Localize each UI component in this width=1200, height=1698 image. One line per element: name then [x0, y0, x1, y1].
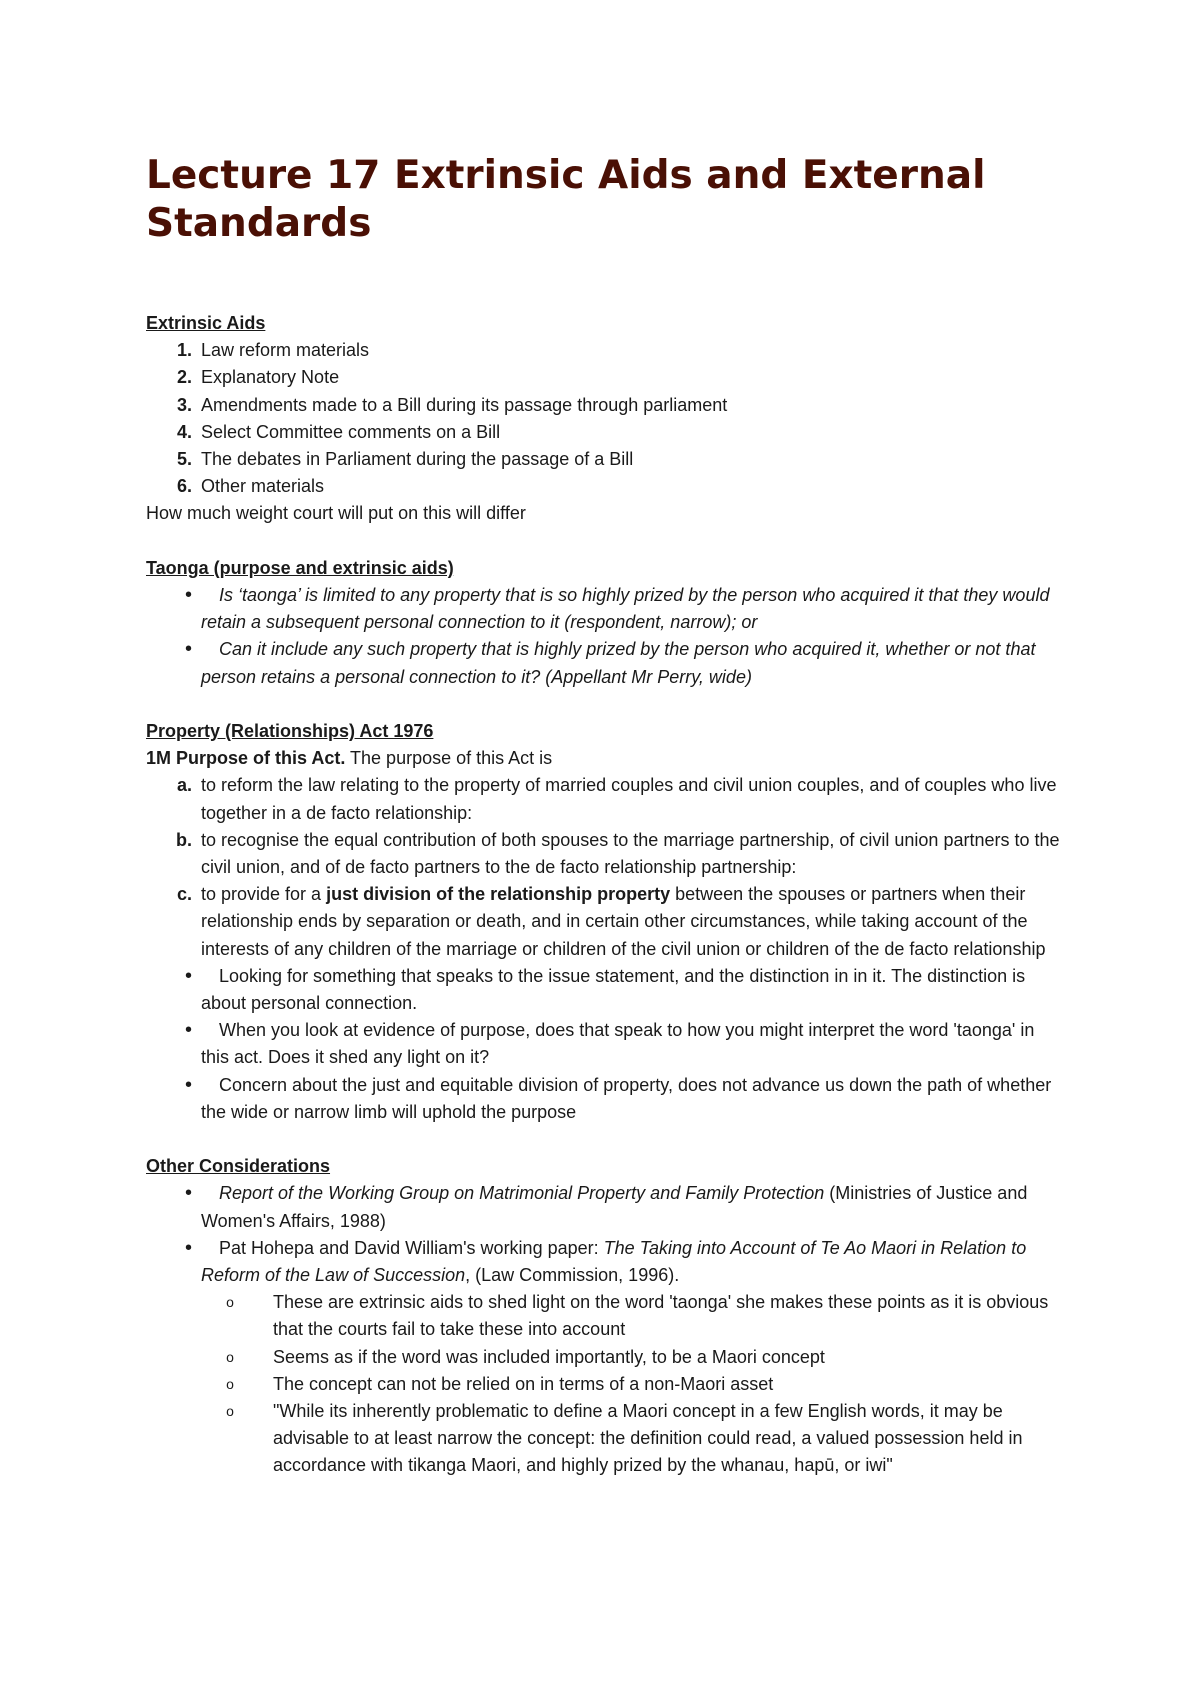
section-1m-title: 1M Purpose of this Act. — [146, 748, 346, 769]
circle-bullet-icon: o — [226, 1403, 234, 1420]
list-item-text: between the spouses or partners when their relationship ends by separation or death, and in certain other circumstances, while taking account of the interests of any children of the marriage or children of the civil union or children of the de facto relationship — [201, 884, 1046, 959]
list-item-text: to reform the law relating to the property of married couples and civil union couples, and of couples who live together in a de facto relationship: — [201, 775, 1057, 823]
taonga-heading: Taonga (purpose and extrinsic aids) — [146, 557, 454, 578]
list-number: 2. — [176, 367, 192, 388]
sub-list-item — [146, 1344, 1066, 1371]
list-item-text: to recognise the equal contribution of both spouses to the marriage partnership, of civil union partners to the civil union, and of de facto partners to the de facto relationship partnership: — [201, 829, 1060, 878]
list-item — [146, 473, 1066, 500]
list-item — [146, 1072, 1066, 1126]
sub-list-item — [146, 1289, 1066, 1343]
list-item — [146, 963, 1066, 1017]
working-paper-citation: , (Law Commission, 1996). — [465, 1265, 680, 1286]
act-heading: Property (Relationships) Act 1976 — [146, 721, 434, 742]
extrinsic-aids-heading: Extrinsic Aids — [146, 313, 266, 333]
list-item-text: Other materials — [201, 476, 325, 497]
list-item — [146, 1180, 1066, 1234]
list-item-text: Select Committee comments on a Bill — [201, 421, 501, 442]
circle-bullet-icon: o — [226, 1348, 234, 1365]
report-title: Report of the Working Group on Matrimonial Property and Family Protection — [219, 1183, 825, 1204]
list-letter: b. — [176, 829, 192, 850]
list-number: 1. — [176, 340, 192, 361]
list-item — [146, 1017, 1066, 1071]
report-citation: (Ministries of Justice and Women's Affairs, 1988) — [201, 1183, 1028, 1231]
bullet-icon: • — [184, 1182, 192, 1205]
list-item-text: When you look at evidence of purpose, does that speak to how you might interpret the word 'taonga' in this act. Does it shed any light on it? — [201, 1020, 1035, 1068]
list-item-text: Looking for something that speaks to the issue statement, and the distinction in in it. The distinction is about personal connection. — [201, 965, 1026, 1014]
list-item — [146, 582, 1066, 636]
list-number: 5. — [176, 449, 192, 470]
bullet-icon: • — [184, 1073, 192, 1096]
circle-bullet-icon: o — [226, 1375, 234, 1392]
list-item — [146, 337, 1066, 364]
list-item-text: The concept can not be relied on in terms of a non-Maori asset — [273, 1373, 774, 1394]
bullet-icon: • — [184, 1236, 192, 1259]
list-item-text: Concern about the just and equitable division of property, does not advance us down the path of whether the wide or narrow limb will uphold the purpose — [201, 1074, 1052, 1122]
bullet-icon: • — [184, 584, 192, 607]
sub-list-item — [146, 1398, 1066, 1480]
list-item-text: Amendments made to a Bill during its passage through parliament — [201, 394, 728, 415]
bullet-icon: • — [184, 638, 192, 661]
working-paper-authors: Pat Hohepa and David William's working paper: — [219, 1237, 604, 1258]
list-number: 6. — [176, 476, 192, 497]
page-title: Lecture 17 Extrinsic Aids and External Standards — [146, 153, 986, 246]
sub-list-item — [146, 1371, 1066, 1398]
list-item — [146, 827, 1066, 881]
list-item-text: The debates in Parliament during the passage of a Bill — [201, 449, 634, 470]
list-item-text: Law reform materials — [201, 340, 370, 361]
bullet-icon: • — [184, 964, 192, 987]
list-number: 4. — [176, 421, 192, 442]
document-body — [146, 310, 1066, 1480]
just-division-emphasis: just division of the relationship property — [326, 884, 671, 905]
taonga-wide-question: Can it include any such property that is highly prized by the person who acquired it, whether or not that person retains a personal connection to it? (Appellant Mr Perry, wide) — [201, 639, 1036, 687]
list-item-text: Seems as if the word was included importantly, to be a Maori concept — [273, 1346, 825, 1367]
list-item-text: Explanatory Note — [201, 367, 340, 388]
working-paper-title: The Taking into Account of Te Ao Maori in Relation to Reform of the Law of Succession — [201, 1237, 1027, 1286]
list-number: 3. — [176, 394, 192, 415]
bullet-icon: • — [184, 1019, 192, 1042]
list-item — [146, 392, 1066, 419]
circle-bullet-icon: o — [226, 1294, 234, 1311]
list-item-text: These are extrinsic aids to shed light on the word 'taonga' she makes these points as it is obvious that the courts fail to take these into account — [273, 1292, 1049, 1340]
other-considerations-heading: Other Considerations — [146, 1156, 331, 1177]
list-item-text: to provide for a — [201, 884, 327, 905]
list-item — [146, 1235, 1066, 1289]
list-item-text: "While its inherently problematic to define a Maori concept in a few English words, it may be advisable to at least narrow the concept: the definition could read, a valued possession held in accordance with tikanga Maori, and highly prized by the whanau, hapū, or iwi" — [273, 1401, 1023, 1476]
list-item — [146, 881, 1066, 963]
list-letter: c. — [176, 884, 192, 905]
list-item — [146, 364, 1066, 391]
section-1m — [146, 745, 1066, 772]
weight-note: How much weight court will put on this will differ — [146, 503, 526, 524]
list-letter: a. — [176, 775, 192, 796]
list-item — [146, 636, 1066, 690]
section-1m-text: The purpose of this Act is — [345, 748, 553, 769]
taonga-narrow-question: Is ‘taonga’ is limited to any property that is so highly prized by the person who acquired it that they would retain a subsequent personal connection to it (respondent, narrow); or — [201, 585, 1050, 633]
list-item — [146, 772, 1066, 826]
list-item — [146, 446, 1066, 473]
list-item — [146, 419, 1066, 446]
